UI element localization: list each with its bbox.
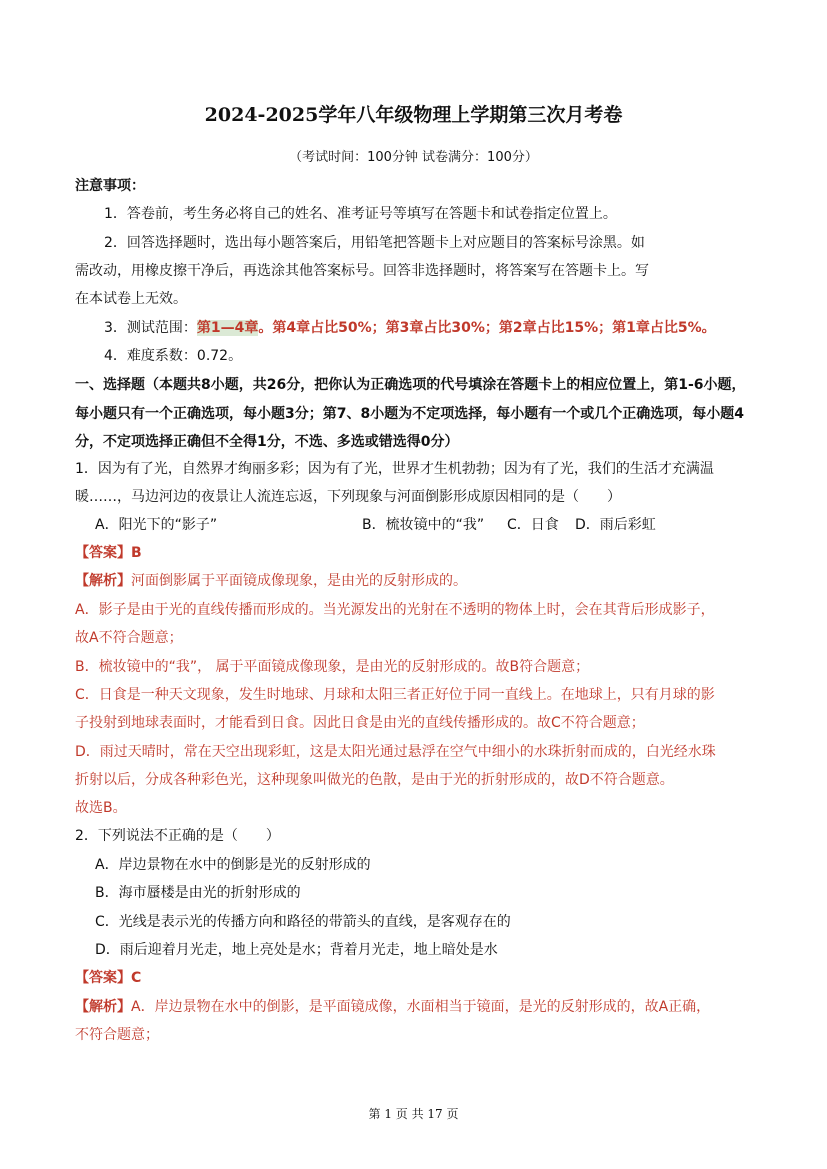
note-3 [104,318,716,338]
q2-analysis-line-2: 不符合题意； [75,1027,159,1043]
q1-analysis-text: 河面倒影属于平面镜成像现象，是由光的反射形成的。 [131,573,467,589]
q2-analysis-text: A．岸边景物在水中的倒影，是平面镜成像，水面相当于镜面，是光的反射形成的，故A正确， [131,999,711,1015]
q1-option-c: C．日食 [507,517,559,533]
note-4: 4．难度系数：0.72。 [104,348,243,364]
q2-analysis-label: 【解析】 [75,999,131,1015]
note-3-highlight: 第1—4章 [196,320,259,336]
q2-option-b: B．海市蜃楼是由光的折射形成的 [95,885,301,901]
q2-answer: 【答案】C [75,970,142,986]
note-2-line-1: 2．回答选择题时，选出每小题答案后，用铅笔把答题卡上对应题目的答案标号涂黑。如 [104,235,645,251]
section-1-heading-line-3: 分，不定项选择正确但不全得1分，不选、多选或错选得0分） [75,434,459,450]
note-3-prefix: 3．测试范围： [104,320,197,336]
q1-stem-line-1: 1．因为有了光，自然界才绚丽多彩；因为有了光，世界才生机勃勃；因为有了光，我们的生活才充满温 [75,461,714,477]
q1-conclusion: 故选B。 [75,800,127,816]
q1-analysis-c-line-2: 子投射到地球表面时，才能看到日食。因此日食是由光的直线传播形成的。故C不符合题意； [75,715,645,731]
note-3-scope: 。第4章占比50%；第3章占比30%；第2章占比15%；第1章占比5%。 [258,320,716,336]
q1-analysis-a-line-2: 故A不符合题意； [75,630,183,646]
q1-analysis-c-line-1: C．日食是一种天文现象，发生时地球、月球和太阳三者正好位于同一直线上。在地球上，只有月球的影 [75,687,715,703]
q2-option-c: C．光线是表示光的传播方向和路径的带箭头的直线，是客观存在的 [95,914,511,930]
note-1: 1．答卷前，考生务必将自己的姓名、准考证号等填写在答题卡和试卷指定位置上。 [104,206,617,222]
q1-option-d: D．雨后彩虹 [575,517,656,533]
q2-option-d: D．雨后迎着月光走，地上亮处是水；背着月光走，地上暗处是水 [95,942,498,958]
q1-analysis-label: 【解析】 [75,573,131,589]
q1-analysis-d-line-2: 折射以后，分成各种彩色光，这种现象叫做光的色散，是由于光的折射形成的，故D不符合题意。 [75,772,674,788]
section-1-heading-line-2: 每小题只有一个正确选项，每小题3分；第7、8小题为不定项选择，每小题有一个或几个正确选项，每小题4 [75,406,744,422]
page-title: 2024-2025学年八年级物理上学期第三次月考卷 [204,104,623,126]
q1-options [95,515,735,535]
q2-analysis-line-1 [75,997,710,1017]
notes-heading: 注意事项： [75,178,145,194]
q1-option-b: B．梳妆镜中的“我” [362,517,485,533]
q2-stem: 2．下列说法不正确的是（ ） [75,828,280,844]
q1-answer: 【答案】B [75,545,142,561]
q1-stem-line-2: 暖……，马边河边的夜景让人流连忘返，下列现象与河面倒影形成原因相同的是（ ） [75,489,621,505]
page-number: 第 1 页 共 17 页 [368,1107,459,1121]
note-2-line-3: 在本试卷上无效。 [75,291,187,307]
q1-analysis-b: B．梳妆镜中的“我”， 属于平面镜成像现象，是由光的反射形成的。故B符合题意； [75,659,590,675]
q1-option-a: A．阳光下的“影子” [95,517,218,533]
section-1-heading-line-1: 一、选择题（本题共8小题，共26分，把你认为正确选项的代号填涂在答题卡上的相应位置上，第1-6小题， [75,377,746,393]
q1-analysis-d-line-1: D．雨过天晴时，常在天空出现彩虹，这是太阳光通过悬浮在空气中细小的水珠折射而成的，白光经水珠 [75,744,716,760]
q1-analysis [75,571,467,591]
note-2-line-2: 需改动，用橡皮擦干净后，再选涂其他答案标号。回答非选择题时，将答案写在答题卡上。写 [75,263,649,279]
q1-analysis-a-line-1: A．影子是由于光的直线传播而形成的。当光源发出的光射在不透明的物体上时，会在其背后形成影子， [75,602,715,618]
exam-info: （考试时间：100分钟 试卷满分：100分） [289,150,538,165]
q2-option-a: A．岸边景物在水中的倒影是光的反射形成的 [95,857,371,873]
